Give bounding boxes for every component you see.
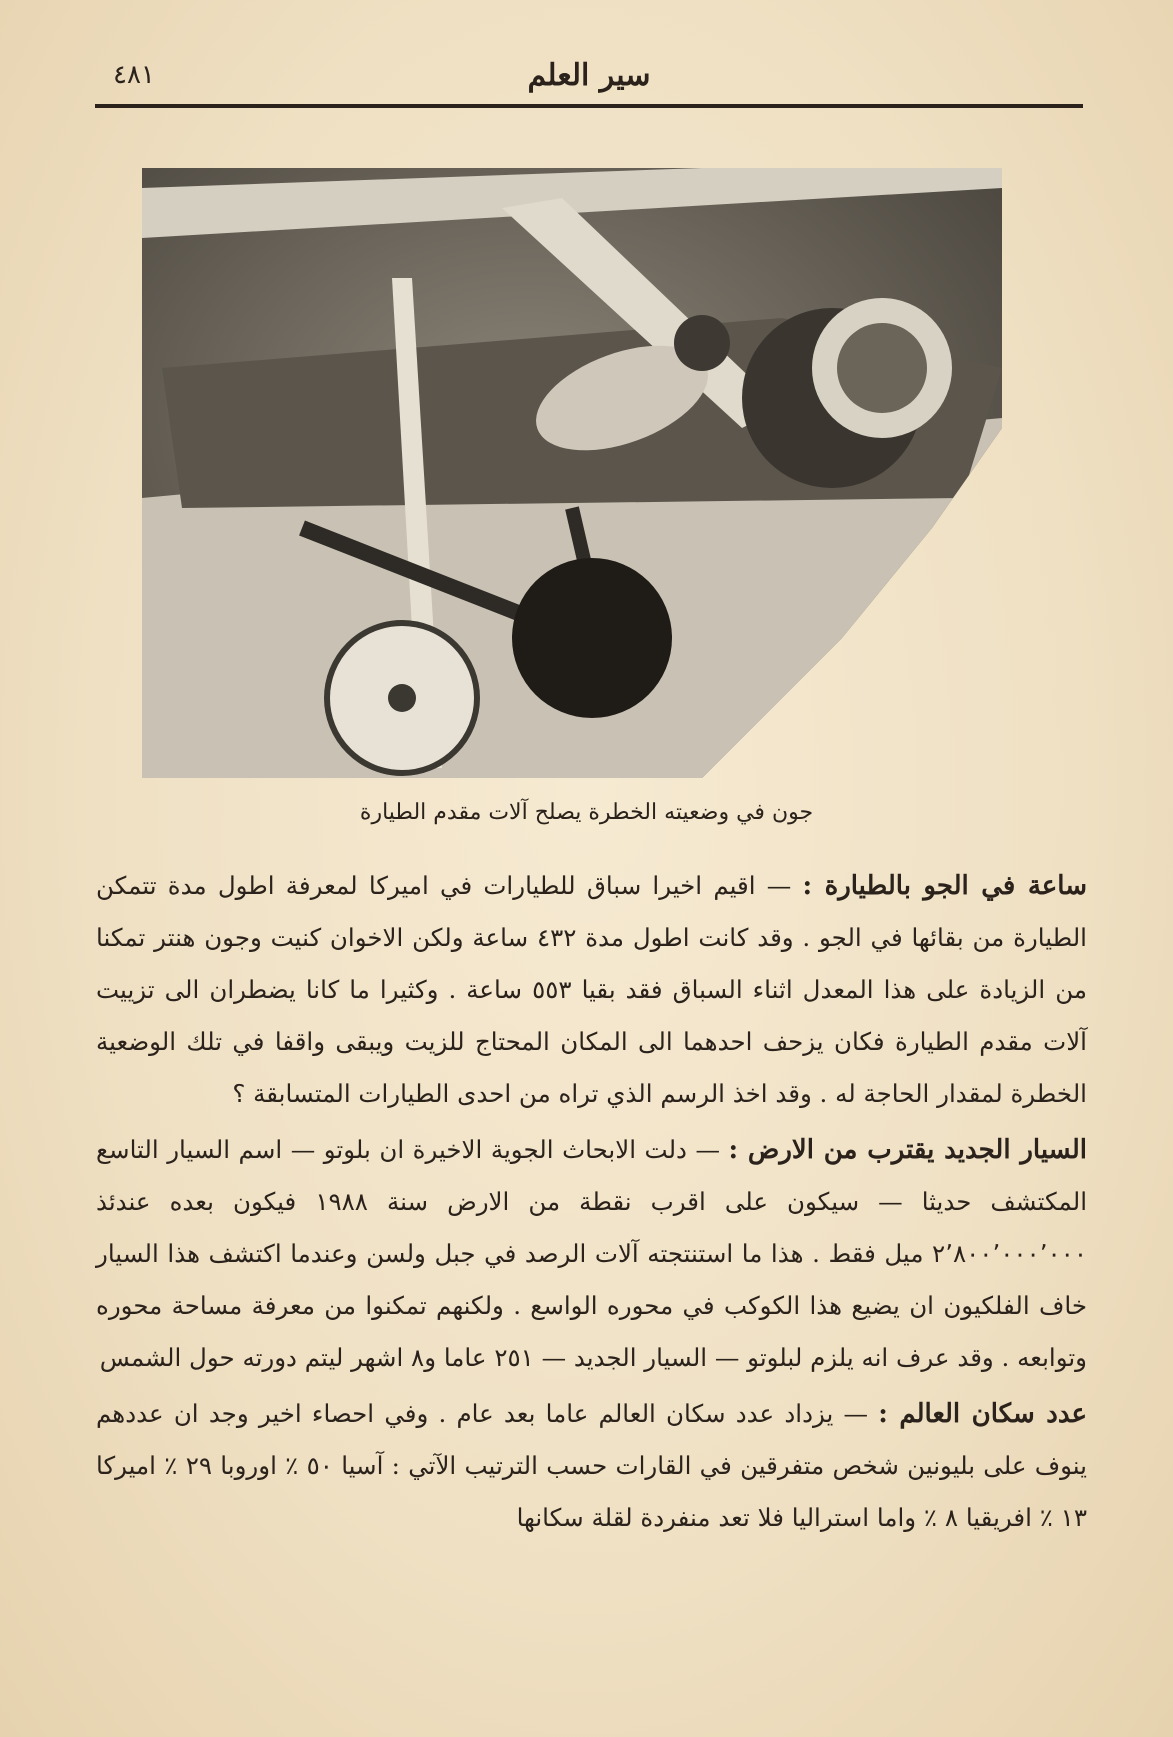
- article-text: — دلت الابحاث الجوية الاخيرة ان بلوتو — اسم السيار التاسع المكتشف حديثا — سيكون على اقرب نقطة من الارض سنة ١٩٨٨ فيكون بعده عندئذ ٢٬٨٠٠٬٠٠٠٬٠٠٠ ميل فقط . هذا ما استنتجته آلات الرصد في جبل ولسن وعندما اكتشف هذا السيار خاف الفلكيون ان يضيع هذا الكوكب في محوره الواسع . ولكنهم تمكنوا من معرفة مساحة محوره وتوابعه . وقد عرف انه يلزم لبلوتو — السيار الجديد — ٢٥١ عاما و٨ اشهر ليتم دورته حول الشمس: [96, 1135, 1087, 1372]
- airplane-photo: [142, 168, 1002, 778]
- header-rule: [95, 104, 1083, 108]
- article-text: — يزداد عدد سكان العالم عاما بعد عام . وفي احصاء اخير وجد ان عددهم ينوف على بليونين شخص متفرقين في القارات حسب الترتيب الآتي : آسيا ٥٠ ٪ اوروبا ٢٩ ٪ اميركا ١٣ ٪ افريقيا ٨ ٪ واما استراليا فلا تعد منفردة لقلة سكانها: [96, 1399, 1087, 1532]
- article-heading: السيار الجديد يقترب من الارض :: [728, 1135, 1088, 1165]
- page-header: [95, 52, 1083, 108]
- figure-caption: جون في وضعيته الخطرة يصلح آلات مقدم الطيارة: [359, 800, 814, 825]
- article-heading: ساعة في الجو بالطيارة :: [802, 871, 1088, 901]
- article-new-planet: [96, 1124, 1087, 1384]
- article-flight-hours: [96, 860, 1087, 1120]
- page-number: ٤٨١: [113, 60, 155, 90]
- page-title: سير العلم: [527, 58, 651, 93]
- article-heading: عدد سكان العالم :: [878, 1399, 1087, 1429]
- article-body: [96, 860, 1087, 1548]
- article-text: — اقيم اخيرا سباق للطيارات في اميركا لمعرفة اطول مدة تتمكن الطيارة من بقائها في الجو . وقد كانت اطول مدة ٤٣٢ ساعة ولكن الاخوان كنيت وجون هنتر تمكنا من الزيادة على هذا المعدل اثناء السباق فقد بقيا ٥٥٣ ساعة . وكثيرا ما كانا يضطران الى تزييت آلات مقدم الطيارة فكان يزحف احدهما الى المكان المحتاج للزيت ويبقى واقفا في تلك الوضعية الخطرة لمقدار الحاجة له . وقد اخذ الرسم الذي تراه من احدى الطيارات المتسابقة ؟: [96, 871, 1087, 1108]
- article-world-population: [96, 1388, 1087, 1544]
